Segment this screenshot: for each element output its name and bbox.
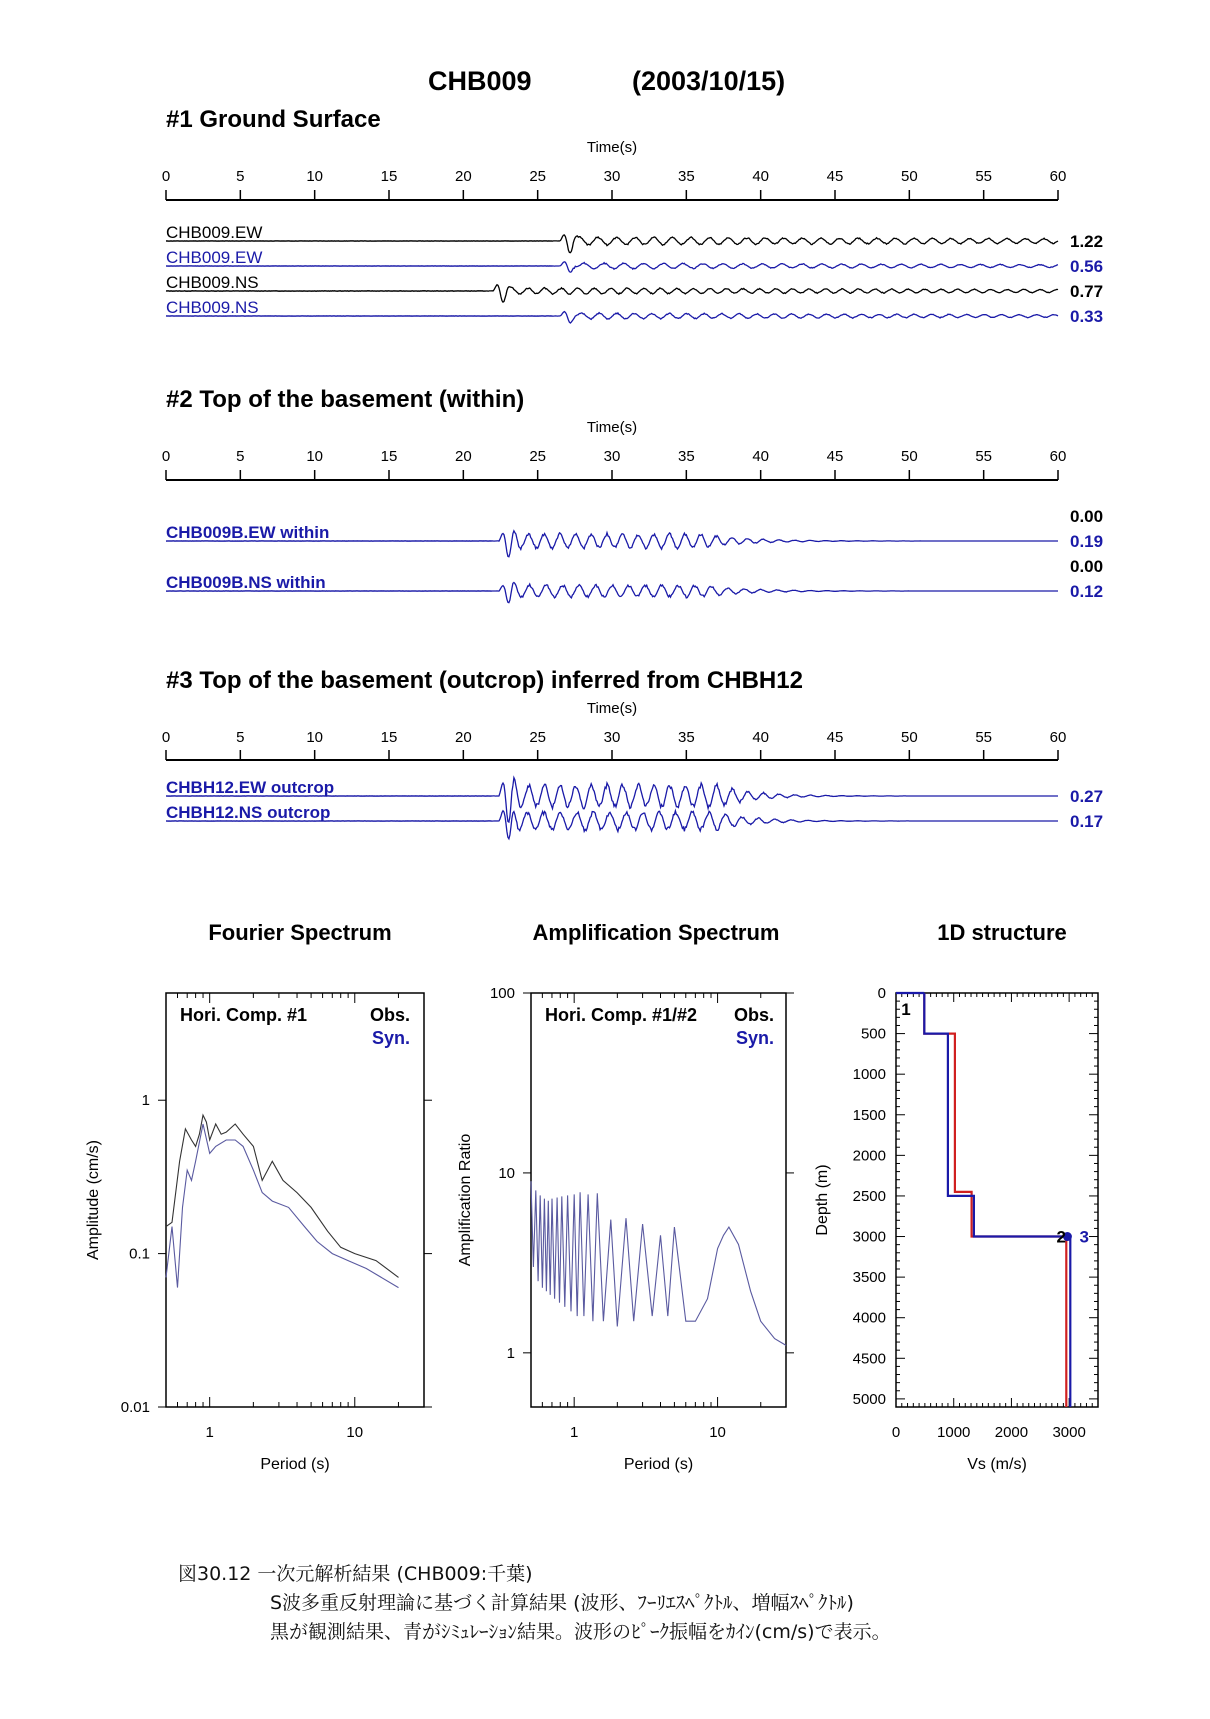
section-title: #2 Top of the basement (within) — [166, 386, 525, 413]
time-tick-label: 20 — [454, 729, 472, 746]
time-tick-label: 50 — [900, 729, 918, 746]
amplification-spectrum-panel — [457, 920, 794, 1473]
seismogram-section-1 — [162, 106, 1103, 326]
y-tick-label: 2000 — [852, 1147, 886, 1165]
time-tick-label: 30 — [603, 448, 621, 465]
panel-title: Fourier Spectrum — [208, 920, 392, 945]
structure-profile-blue — [924, 993, 1070, 1407]
time-tick-label: 20 — [454, 168, 472, 185]
y-tick-label: 1500 — [852, 1106, 886, 1124]
time-tick-label: 25 — [529, 448, 547, 465]
time-tick-label: 5 — [236, 448, 245, 465]
time-tick-label: 30 — [603, 729, 621, 746]
time-tick-label: 0 — [161, 448, 171, 465]
time-tick-label: 25 — [529, 729, 547, 746]
peak-amplitude: 0.17 — [1070, 812, 1104, 831]
time-tick-label: 45 — [826, 448, 844, 465]
waveform-trace — [166, 262, 1058, 272]
caption-line-3: 黒が観測結果、青がｼﾐｭﾚｰｼｮﾝ結果。波形のﾋﾟｰｸ振幅をｶｲﾝ(cm/s)で表示。 — [270, 1621, 891, 1643]
peak-amplitude: 0.33 — [1070, 307, 1104, 326]
x-tick-label: 10 — [346, 1424, 364, 1441]
y-tick-label: 5000 — [852, 1390, 886, 1408]
inset-label: Hori. Comp. #1 — [180, 1005, 308, 1025]
trace-label: CHB009.NS — [166, 298, 259, 317]
time-tick-label: 5 — [236, 168, 245, 185]
trace-label: CHBH12.NS outcrop — [166, 803, 331, 822]
time-tick-label: 50 — [900, 168, 918, 185]
legend-obs: Obs. — [369, 1005, 410, 1025]
observed-spectrum-line — [166, 1115, 399, 1277]
time-tick-label: 35 — [677, 448, 695, 465]
y-tick-label: 500 — [860, 1025, 886, 1043]
time-axis-label: Time(s) — [586, 700, 638, 717]
synthetic-amplification-line — [531, 1181, 786, 1345]
y-tick-label: 4000 — [852, 1309, 886, 1327]
time-tick-label: 15 — [380, 448, 398, 465]
time-tick-label: 0 — [161, 729, 171, 746]
time-tick-label: 15 — [380, 729, 398, 746]
peak-amplitude: 0.00 — [1070, 557, 1104, 576]
legend-obs: Obs. — [733, 1005, 774, 1025]
caption-line-1: 図30.12 一次元解析結果 (CHB009:千葉) — [178, 1563, 533, 1585]
section-title: #1 Ground Surface — [166, 106, 381, 133]
time-tick-label: 55 — [975, 729, 993, 746]
trace-label: CHB009B.NS within — [166, 573, 326, 592]
panel-title: 1D structure — [937, 920, 1067, 945]
peak-amplitude: 0.12 — [1070, 582, 1104, 601]
time-tick-label: 60 — [1049, 168, 1067, 185]
peak-amplitude: 0.27 — [1070, 787, 1104, 806]
x-tick-label: 1 — [205, 1424, 214, 1441]
x-tick-label: 1000 — [937, 1424, 971, 1441]
y-tick-label: 3500 — [852, 1269, 886, 1287]
y-tick-label: 10 — [498, 1164, 515, 1182]
time-tick-label: 35 — [677, 168, 695, 185]
y-axis-label: Amplitude (cm/s) — [85, 1139, 102, 1261]
x-tick-label: 10 — [709, 1424, 726, 1441]
y-tick-label: 0.1 — [129, 1245, 150, 1263]
trace-label: CHBH12.EW outcrop — [166, 778, 335, 797]
y-tick-label: 0.01 — [120, 1399, 150, 1416]
y-tick-label: 1 — [506, 1344, 515, 1362]
seismogram-section-3 — [162, 667, 1103, 839]
trace-label: CHB009.EW — [166, 248, 263, 267]
plot-frame — [166, 993, 424, 1407]
panel-title: Amplification Spectrum — [532, 920, 780, 945]
x-tick-label: 2000 — [994, 1424, 1029, 1441]
plot-frame — [531, 993, 786, 1407]
peak-amplitude: 0.56 — [1070, 257, 1104, 276]
x-axis-label: Period (s) — [623, 1456, 694, 1473]
fourier-spectrum-panel — [85, 920, 432, 1473]
time-tick-label: 25 — [529, 168, 547, 185]
y-axis-label: Amplification Ratio — [457, 1133, 474, 1267]
time-tick-label: 10 — [306, 168, 324, 185]
legend-syn: Syn. — [371, 1028, 410, 1048]
seismogram-section-2 — [162, 386, 1103, 603]
waveform-trace — [166, 312, 1058, 323]
y-tick-label: 0 — [877, 985, 886, 1002]
event-date: (2003/10/15) — [632, 66, 786, 96]
plot-frame — [896, 993, 1098, 1407]
time-tick-label: 0 — [161, 168, 171, 185]
time-axis-label: Time(s) — [586, 419, 638, 436]
time-axis-label: Time(s) — [586, 139, 638, 156]
time-tick-label: 40 — [752, 448, 770, 465]
x-axis-label: Vs (m/s) — [967, 1456, 1027, 1473]
layer-label: 3 — [1079, 1227, 1090, 1247]
time-tick-label: 50 — [900, 448, 918, 465]
station-title: CHB009 — [428, 66, 532, 96]
figure-caption — [178, 1560, 891, 1647]
synthetic-spectrum-line — [166, 1124, 399, 1288]
peak-amplitude: 0.19 — [1070, 532, 1104, 551]
waveform-trace — [166, 285, 1058, 302]
layer-label: 2 — [1056, 1227, 1066, 1247]
x-axis-label: Period (s) — [260, 1456, 330, 1473]
structure-panel — [814, 920, 1098, 1473]
layer-label: 1 — [901, 1000, 911, 1019]
time-tick-label: 35 — [677, 729, 695, 746]
x-tick-label: 3000 — [1052, 1424, 1086, 1441]
time-tick-label: 45 — [826, 729, 844, 746]
time-tick-label: 15 — [380, 168, 398, 185]
time-tick-label: 20 — [454, 448, 472, 465]
time-tick-label: 10 — [306, 729, 324, 746]
time-tick-label: 55 — [975, 168, 993, 185]
time-tick-label: 60 — [1049, 729, 1067, 746]
time-tick-label: 5 — [236, 729, 245, 746]
time-tick-label: 40 — [752, 729, 770, 746]
legend-syn: Syn. — [735, 1028, 774, 1048]
x-tick-label: 0 — [891, 1424, 901, 1441]
peak-amplitude: 0.00 — [1070, 507, 1104, 526]
peak-amplitude: 0.77 — [1070, 282, 1104, 301]
y-axis-label: Depth (m) — [814, 1164, 831, 1236]
time-tick-label: 55 — [975, 448, 993, 465]
y-tick-label: 1 — [141, 1092, 150, 1110]
waveform-trace — [166, 235, 1058, 253]
section-title: #3 Top of the basement (outcrop) inferred from CHBH12 — [166, 667, 803, 694]
trace-label: CHB009.EW — [166, 223, 263, 242]
y-tick-label: 2500 — [852, 1187, 886, 1205]
y-tick-label: 3000 — [852, 1228, 886, 1246]
caption-line-2: S波多重反射理論に基づく計算結果 (波形、ﾌｰﾘｴｽﾍﾟｸﾄﾙ、増幅ｽﾍﾟｸﾄﾙ) — [270, 1592, 854, 1614]
time-tick-label: 40 — [752, 168, 770, 185]
trace-label: CHB009B.EW within — [166, 523, 330, 542]
time-tick-label: 10 — [306, 448, 324, 465]
x-tick-label: 1 — [569, 1424, 579, 1441]
y-tick-label: 100 — [489, 985, 515, 1002]
time-tick-label: 60 — [1049, 448, 1067, 465]
time-tick-label: 45 — [826, 168, 844, 185]
time-tick-label: 30 — [603, 168, 621, 185]
y-tick-label: 1000 — [852, 1066, 886, 1084]
trace-label: CHB009.NS — [166, 273, 259, 292]
structure-profile-red — [924, 993, 1066, 1407]
y-tick-label: 4500 — [852, 1350, 886, 1368]
peak-amplitude: 1.22 — [1070, 232, 1104, 251]
inset-label: Hori. Comp. #1/#2 — [545, 1005, 698, 1025]
